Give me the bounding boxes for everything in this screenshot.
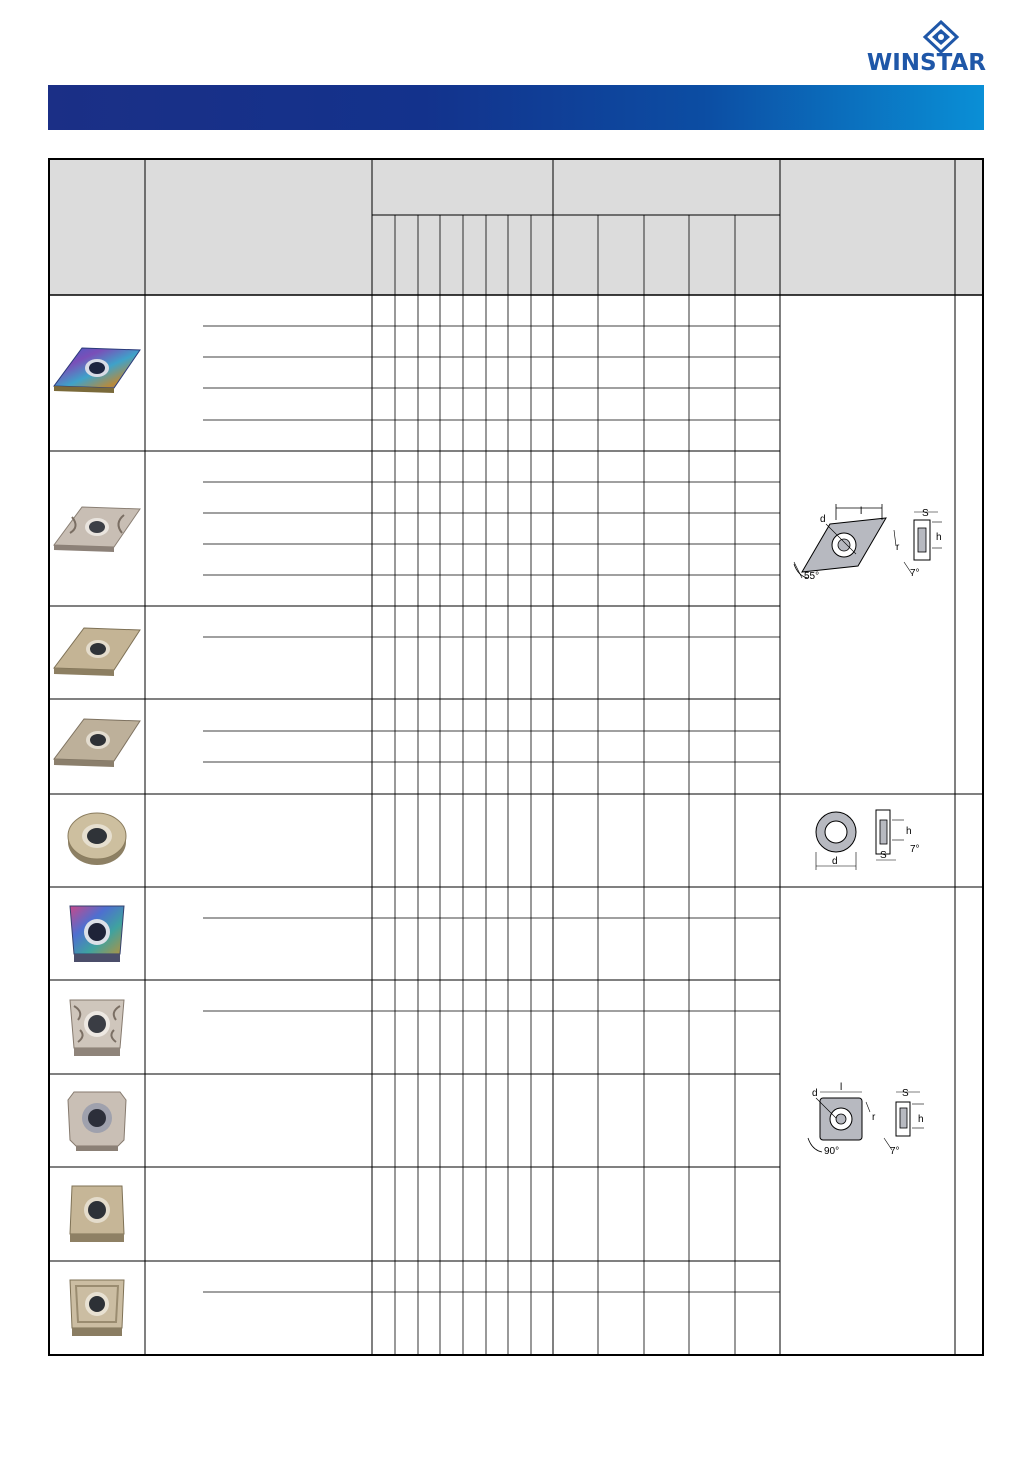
label-sq-d: d — [812, 1088, 818, 1099]
label-round-h: h — [906, 826, 912, 837]
insert-image-square-gold-10 — [64, 1276, 130, 1342]
square-insert-diagram — [800, 1082, 950, 1162]
label-angle: 55° — [804, 571, 820, 582]
round-insert-diagram — [800, 800, 940, 875]
logo-text: WINSTAR — [866, 50, 986, 76]
label-sq-h: h — [918, 1114, 924, 1125]
label-round-d: d — [832, 856, 838, 867]
insert-image-rhombic-gold-4 — [52, 715, 142, 771]
insert-image-square-gold-9 — [64, 1182, 130, 1248]
label-h: h — [936, 532, 942, 543]
label-r: r — [896, 542, 900, 553]
insert-image-round-5 — [62, 808, 132, 868]
insert-image-rhombic-rainbow-1 — [52, 344, 142, 396]
insert-image-square-silver-7 — [64, 994, 130, 1060]
label-sq-angle: 90° — [824, 1146, 840, 1157]
label-d: d — [820, 514, 826, 525]
rhombic-insert-diagram — [786, 500, 951, 590]
label-clearance: 7° — [910, 568, 920, 579]
label-sq-r: r — [872, 1112, 876, 1123]
insert-image-rhombic-gold-3 — [52, 624, 142, 680]
label-l: l — [860, 506, 863, 517]
label-round-s: S — [880, 850, 887, 861]
label-round-clearance: 7° — [910, 844, 920, 855]
insert-image-square-silver-8 — [64, 1088, 130, 1154]
label-sq-clearance: 7° — [890, 1146, 900, 1157]
label-sq-s: S — [902, 1088, 909, 1099]
label-s: S — [922, 508, 929, 519]
insert-image-rhombic-silver-2 — [52, 503, 142, 555]
label-sq-l: l — [840, 1082, 843, 1093]
insert-image-square-rainbow-6 — [64, 900, 130, 966]
